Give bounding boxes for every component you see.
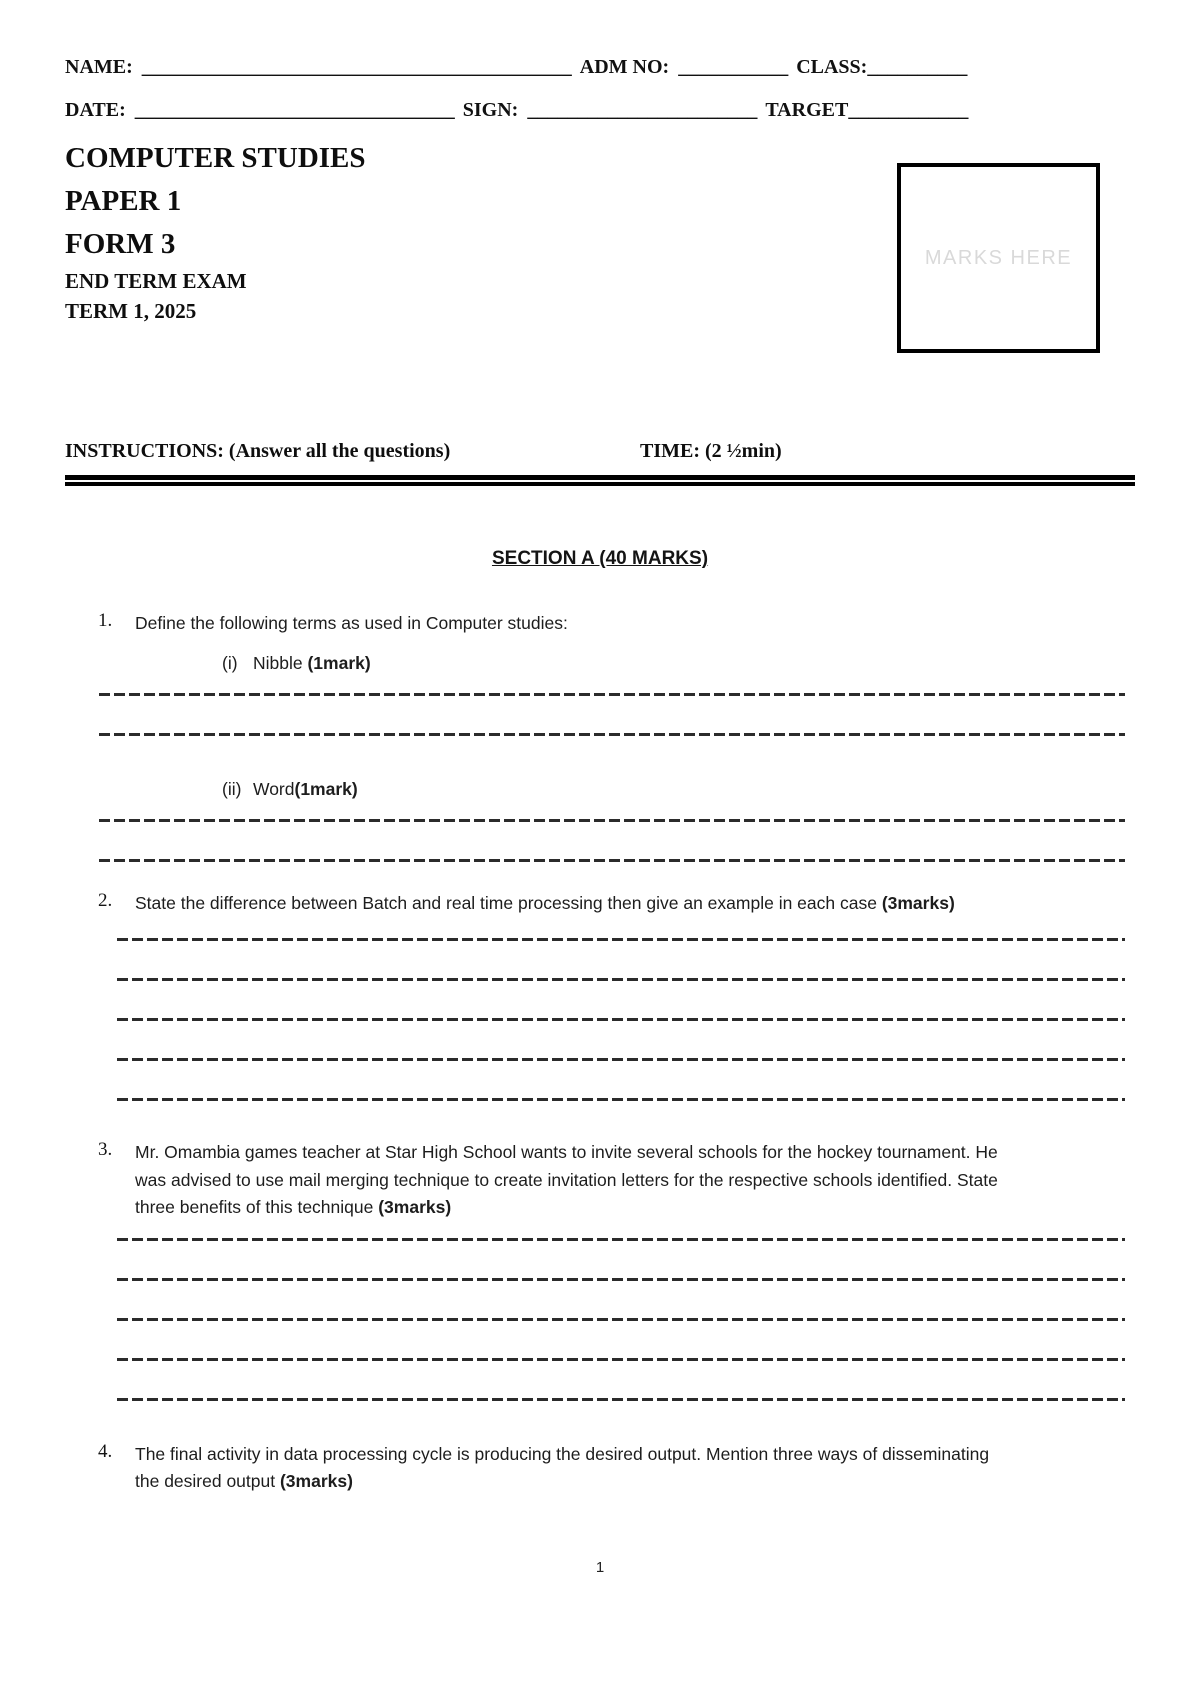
question-1-part-i [222, 653, 1135, 674]
marks-box-label: MARKS HERE [924, 246, 1073, 269]
question-1-part-ii [222, 779, 1135, 800]
part-i-text [253, 653, 371, 674]
name-label: NAME: [65, 56, 133, 78]
answer-line [117, 1318, 1125, 1321]
time-label: TIME: (2 ½min) [640, 440, 782, 462]
term-label: TERM 1, 2025 [65, 299, 197, 323]
question-4-number: 4. [98, 1440, 113, 1462]
part-i-number: (i) [222, 652, 238, 673]
question-4 [65, 1441, 1135, 1496]
question-2-number: 2. [98, 889, 113, 911]
answer-line [117, 978, 1125, 981]
header-row-2 [65, 95, 1135, 125]
answer-line [117, 1398, 1125, 1401]
adm-no-blank: ___________ [678, 56, 789, 78]
target-label: TARGET [765, 99, 849, 121]
date-blank: ________________________________ [134, 99, 455, 121]
part-ii-number: (ii) [222, 778, 242, 799]
part-i-marks: (1mark) [307, 652, 371, 673]
part-ii-term: Word [253, 778, 295, 799]
answer-line [117, 1238, 1125, 1241]
part-ii-marks: (1mark) [294, 778, 358, 799]
answer-line [99, 819, 1125, 822]
paper-title: PAPER 1 [65, 185, 182, 217]
sign-label: SIGN: [462, 99, 519, 121]
answer-line [117, 1058, 1125, 1061]
question-2-answer-lines [117, 938, 1125, 1101]
question-2 [65, 890, 1135, 1102]
part-ii-text [253, 779, 358, 800]
answer-line [117, 1018, 1125, 1021]
marks-box [897, 163, 1100, 353]
name-blank: ___________________________________________ [141, 56, 572, 78]
date-label: DATE: [65, 99, 126, 121]
answer-line [117, 938, 1125, 941]
class-label: CLASS: [796, 56, 868, 78]
question-2-text [135, 890, 1015, 918]
question-2-marks: (3marks) [881, 892, 955, 913]
question-1-number: 1. [98, 610, 113, 631]
answer-line [117, 1098, 1125, 1101]
header-row-1 [65, 52, 1135, 82]
part-i-term: Nibble [253, 652, 308, 673]
exam-type-label: END TERM EXAM [65, 269, 247, 293]
page-number: 1 [595, 1558, 605, 1576]
class-blank: __________ [867, 56, 968, 78]
instructions-label: INSTRUCTIONS: (Answer all the questions) [65, 440, 451, 462]
answer-line [117, 1278, 1125, 1281]
question-4-marks: (3marks) [279, 1471, 353, 1491]
question-3-text [135, 1139, 1015, 1222]
divider-double-rule [65, 475, 1135, 486]
adm-no-label: ADM NO: [579, 56, 670, 78]
answer-line [99, 859, 1125, 862]
question-3-answer-lines [117, 1238, 1125, 1401]
question-4-body: The final activity in data processing cycle is producing the desired output. Mention three ways of disseminating the desired output [135, 1443, 990, 1491]
question-3-body: Mr. Omambia games teacher at Star High School wants to invite several schools for the hockey tournament. He was advised to use mail merging technique to create invitation letters for the respective schools identified. State three benefits of this technique [135, 1142, 998, 1217]
question-3 [65, 1139, 1135, 1401]
question-1 [65, 610, 1135, 862]
sign-blank: _______________________ [527, 99, 758, 121]
target-blank: ____________ [848, 99, 969, 121]
question-3-number: 3. [98, 1139, 113, 1160]
question-3-text-row [98, 1139, 1135, 1222]
question-2-body: State the difference between Batch and real time processing then give an example in each case [135, 892, 882, 913]
part-ii-answer-lines [99, 819, 1125, 862]
answer-line [99, 733, 1125, 736]
question-1-text: Define the following terms as used in Computer studies: [135, 613, 568, 633]
subject-title: COMPUTER STUDIES [65, 142, 366, 174]
question-3-marks: (3marks) [378, 1197, 452, 1217]
question-1-text-row [98, 610, 1135, 638]
section-a-heading: SECTION A (40 MARKS) [491, 548, 709, 569]
question-4-text-row [98, 1441, 1135, 1496]
instructions-row [65, 438, 1135, 464]
answer-line [117, 1358, 1125, 1361]
form-title: FORM 3 [65, 228, 176, 260]
question-4-text [135, 1441, 1015, 1496]
question-2-text-row [98, 890, 1135, 918]
part-i-answer-lines [99, 693, 1125, 736]
answer-line [99, 693, 1125, 696]
